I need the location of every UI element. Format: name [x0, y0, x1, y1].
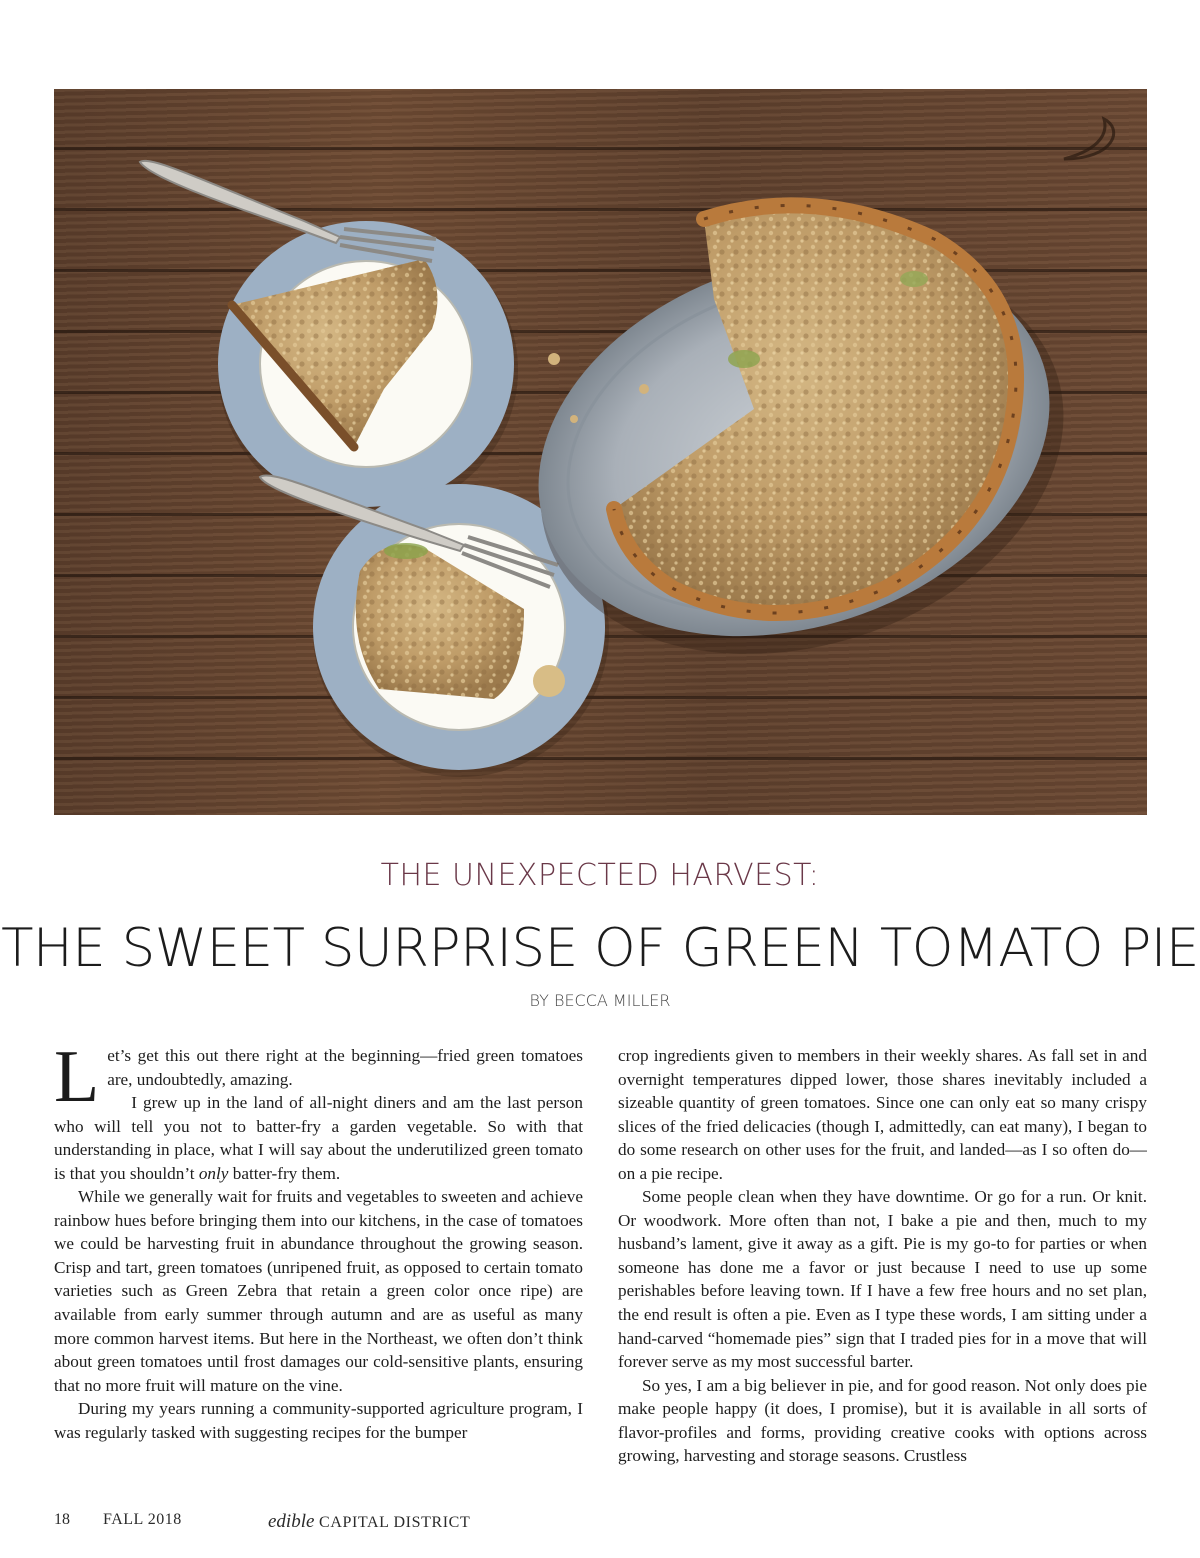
drop-cap: L — [54, 1044, 100, 1118]
pie-photo-illustration — [54, 89, 1147, 815]
magazine-brand-italic: edible — [268, 1511, 315, 1532]
paragraph-6: Some people clean when they have downtime. Or go for a run. Or knit. Or woodwork. More often than not, I bake a pie and then, much to my husband’s lament, give it away as a gift. Pie is my go-to for parties or when someone has done me a favor or just because I need to use up some perishables before leaving town. If I have a few free hours and no set plan, the end result is often a pie. Even as I type these words, I am sitting under a hand-carved “homemade pies” sign that I traded pies for in a move that will forever serve as my most successful barter. — [618, 1187, 1147, 1372]
hero-photo — [54, 89, 1147, 815]
paragraph-3: While we generally wait for fruits and vegetables to sweeten and achieve rainbow hues before bringing them into our kitchens, in the case of tomatoes we could be harvesting fruit in abundance throughout the growing season. Crisp and tart, green tomatoes (unripened fruit, as opposed to certain tomato varieties such as Green Zebra that retain a green color once ripe) are available from early summer through autumn and are as useful as many more common harvest items. But here in the Northeast, we often don’t think about green tomatoes until frost damages our cold-sensitive plants, ensuring that no more fruit will mature on the vine. — [54, 1187, 583, 1395]
plate-top — [140, 161, 518, 515]
byline: BY BECCA MILLER — [529, 991, 671, 1010]
page-number: 18 — [54, 1511, 70, 1528]
paragraph-7: So yes, I am a big believer in pie, and for good reason. Not only does pie make people happy (it does, I promise), but it is available in all sorts of flavor-profiles and forms, providing creative cooks with options across growing, harvesting and storage seasons. Crustless — [618, 1375, 1147, 1466]
paragraph-4: During my years running a community-supported agriculture program, I was regularly tasked with suggesting recipes for the bumper — [54, 1399, 583, 1442]
paragraph-5: crop ingredients given to members in their weekly shares. As fall set in and overnight temperatures dipped lower, those shares inevitably included a sizeable quantity of green tomatoes. Since one can only eat so many crispy slices of the fried delicacies (though I, admittedly, can eat many), I began to do some research on other uses for the fruit, and landed—as I so often do—on a pie recipe. — [618, 1046, 1147, 1183]
paragraph-1: Let’s get this out there right at the beginning—fried green tomatoes are, undoubtedly, amazing. — [54, 1044, 583, 1118]
article-column-right — [618, 1044, 1147, 1468]
article-column-left — [54, 1044, 583, 1468]
magazine-name — [268, 1511, 470, 1533]
paragraph-2: I grew up in the land of all-night diners and am the last person who will tell you not to batter-fry a garden vegetable. So with that understanding in place, what I will say about the underutilized green tomato is that you shouldn’t only batter-fry them. — [54, 1093, 583, 1183]
magazine-brand-rest: CAPITAL DISTRICT — [319, 1514, 471, 1531]
table-mark — [1064, 119, 1114, 159]
issue-label: FALL 2018 — [103, 1511, 182, 1528]
article-title: THE SWEET SURPRISE OF GREEN TOMATO PIE — [1, 918, 1199, 979]
section-kicker: THE UNEXPECTED HARVEST: — [380, 858, 820, 893]
